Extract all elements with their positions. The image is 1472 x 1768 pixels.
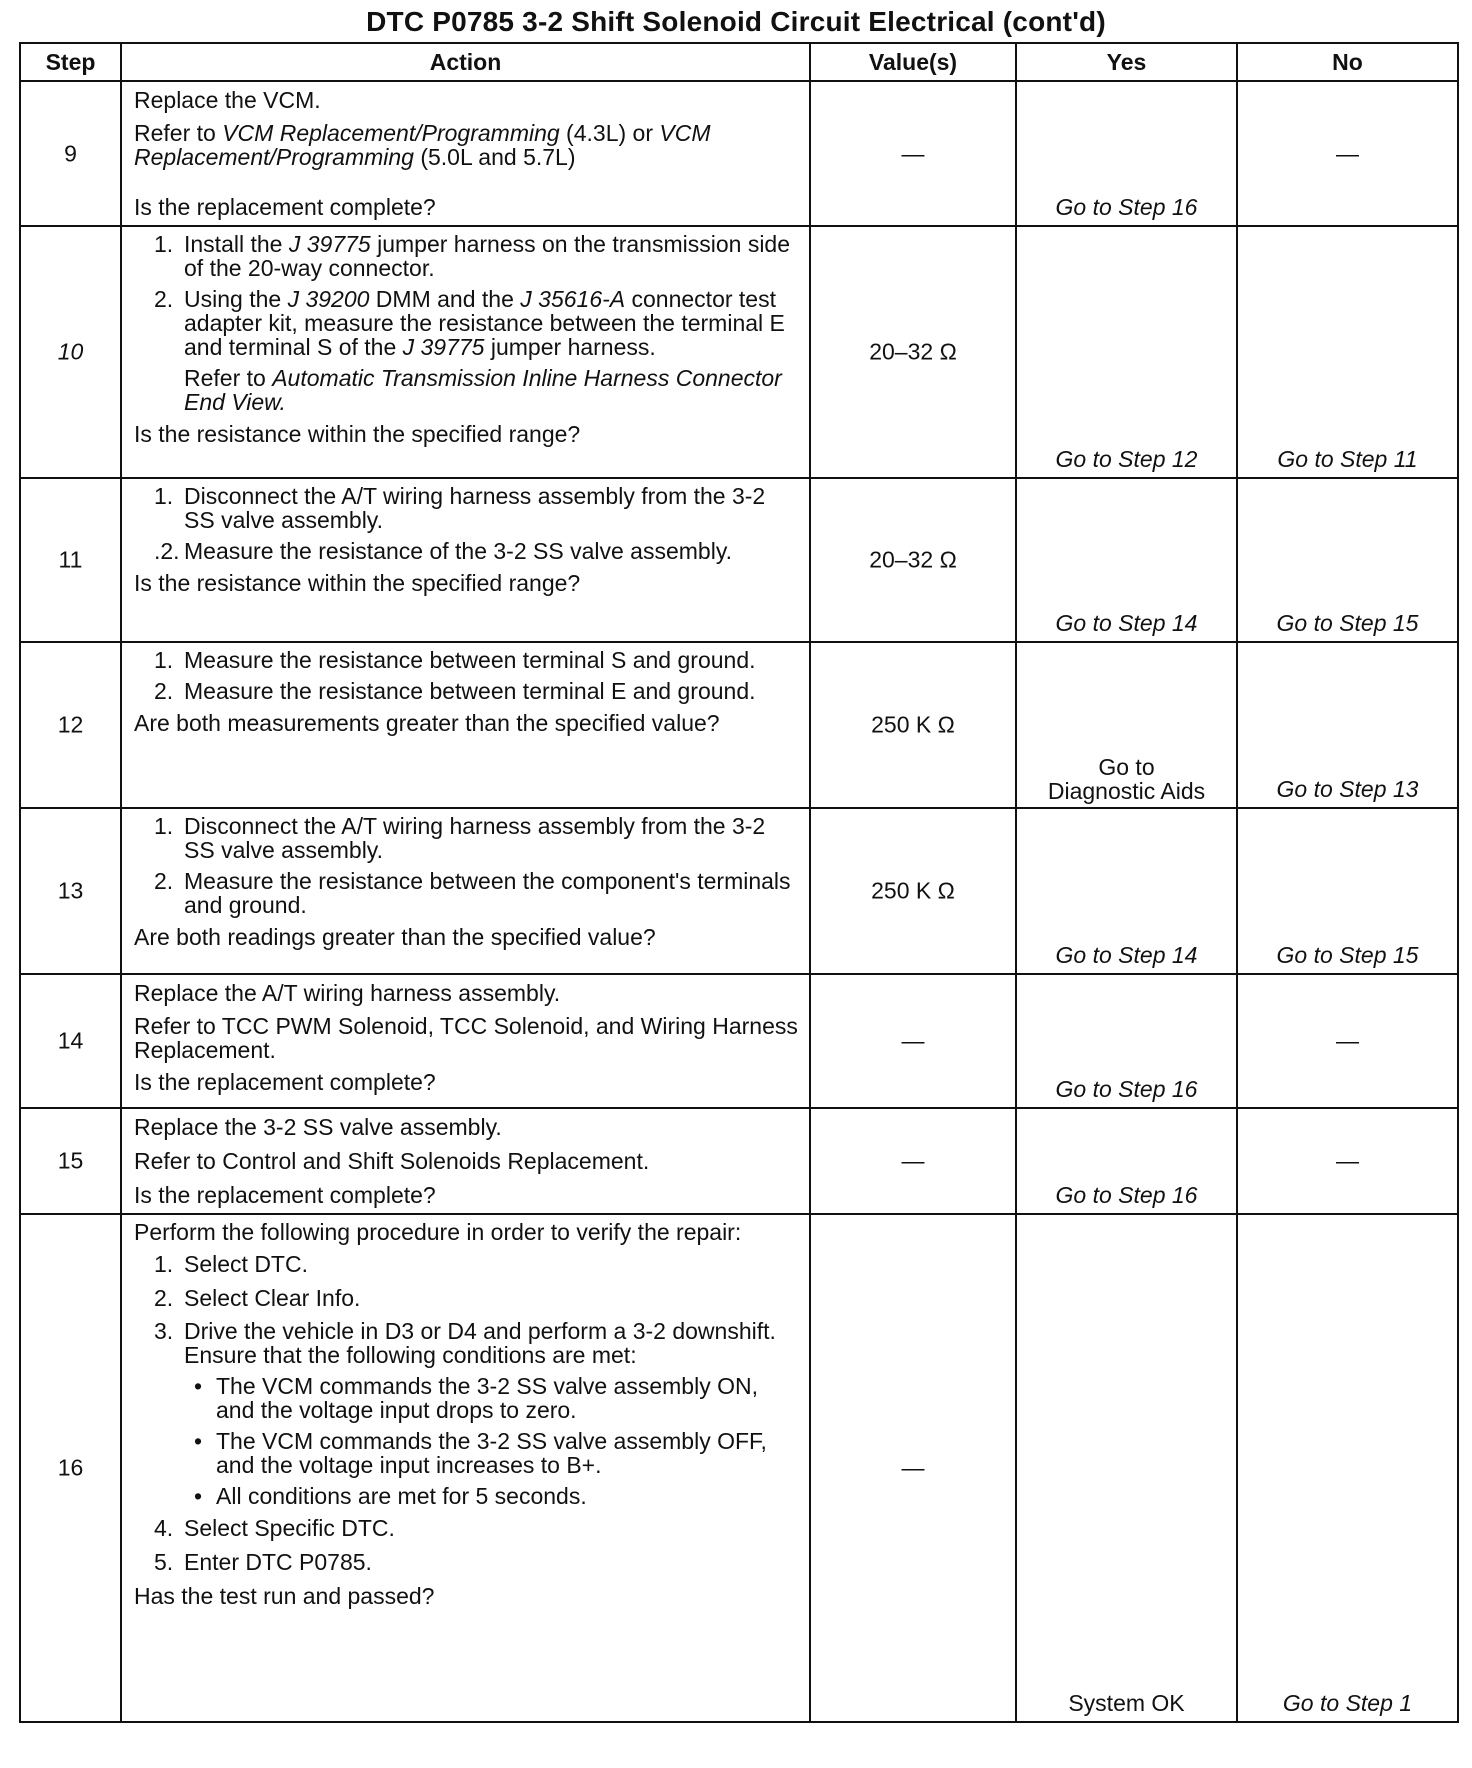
yes-text: System OK bbox=[1068, 1690, 1185, 1716]
no-cell bbox=[1237, 974, 1458, 1108]
step-number: 9 bbox=[64, 140, 77, 166]
list-item: 1. Disconnect the A/T wiring harness assembly from the 3-2 SS valve assembly. bbox=[154, 483, 766, 533]
list-item: 3. Drive the vehicle in D3 or D4 and perform a 3-2 downshift. Ensure that the following conditions are met: • The VCM commands the 3-2 SS valve assembly ON, and the voltage input drops to zero. • The VCM commands the 3-2 SS valve assembly OFF, and the voltage input increases to B+. • All conditions are met for 5 seconds. bbox=[134, 1319, 799, 1508]
action-text: Perform the following procedure in order to verify the repair: bbox=[134, 1219, 742, 1245]
list-item: 1. Disconnect the A/T wiring harness assembly from the 3-2 SS valve assembly. bbox=[154, 813, 766, 863]
value-text: 250 K Ω bbox=[871, 877, 955, 904]
yes-cell bbox=[1016, 1108, 1237, 1214]
yes-text: Go to Step 14 bbox=[1055, 610, 1198, 636]
no-cell bbox=[1237, 226, 1458, 478]
list-item: 1. Measure the resistance between terminal S and ground. bbox=[154, 647, 756, 673]
step-number: 13 bbox=[57, 877, 84, 904]
no-cell bbox=[1237, 808, 1458, 974]
action-reference: Refer to Automatic Transmission Inline Harness Connector End View. bbox=[184, 365, 782, 415]
value-text: — bbox=[901, 140, 925, 166]
bullet-item: • All conditions are met for 5 seconds. bbox=[194, 1483, 587, 1509]
no-text: Go to Step 1 bbox=[1282, 1690, 1413, 1716]
list-item: 2. Measure the resistance between the component's terminals and ground. bbox=[154, 868, 791, 918]
yes-text: Go to Diagnostic Aids bbox=[1047, 754, 1206, 804]
step-number: 15 bbox=[57, 1147, 84, 1174]
action-cell bbox=[121, 226, 810, 478]
step-cell bbox=[20, 81, 121, 226]
list-item: 1. Select DTC. bbox=[154, 1251, 308, 1277]
list-item: 2. Select Clear Info. bbox=[154, 1285, 361, 1311]
value-text: — bbox=[901, 1147, 925, 1174]
yes-text: Go to Step 14 bbox=[1055, 942, 1198, 968]
step-number: 16 bbox=[57, 1454, 84, 1481]
list-item: 4. Select Specific DTC. bbox=[154, 1515, 395, 1541]
list-item: .2. Measure the resistance of the 3-2 SS valve assembly. bbox=[154, 538, 733, 564]
yes-cell bbox=[1016, 1214, 1237, 1722]
value-cell bbox=[810, 81, 1016, 226]
no-text: — bbox=[1336, 140, 1359, 166]
value-text: 250 K Ω bbox=[871, 711, 955, 738]
yes-text: Go to Step 16 bbox=[1055, 194, 1198, 220]
yes-text: Go to Step 16 bbox=[1055, 1076, 1198, 1102]
header-row bbox=[20, 43, 1458, 81]
step-number: 11 bbox=[58, 546, 83, 573]
action-cell bbox=[121, 478, 810, 642]
step-cell bbox=[20, 974, 121, 1108]
step-number: 12 bbox=[57, 711, 84, 738]
step-number: 14 bbox=[57, 1027, 84, 1054]
value-text: 20–32 Ω bbox=[869, 338, 957, 365]
yes-cell bbox=[1016, 81, 1237, 226]
value-text: 20–32 Ω bbox=[869, 546, 957, 573]
yes-cell bbox=[1016, 478, 1237, 642]
table-row-step-13 bbox=[20, 808, 1458, 974]
step-cell bbox=[20, 226, 121, 478]
yes-cell bbox=[1016, 226, 1237, 478]
value-cell bbox=[810, 808, 1016, 974]
no-text: — bbox=[1336, 1027, 1359, 1054]
value-cell bbox=[810, 1214, 1016, 1722]
action-text: Replace the A/T wiring harness assembly. bbox=[134, 980, 561, 1006]
action-question: Is the replacement complete? bbox=[134, 194, 436, 220]
yes-cell bbox=[1016, 642, 1237, 808]
list-item: 5. Enter DTC P0785. bbox=[154, 1549, 372, 1575]
bullet-item: • The VCM commands the 3-2 SS valve assembly ON, and the voltage input drops to zero. bbox=[194, 1373, 758, 1423]
header-values: Value(s) bbox=[810, 43, 1016, 81]
action-text: Replace the VCM. bbox=[134, 87, 321, 113]
header-action: Action bbox=[121, 43, 810, 81]
reference-link: VCM Replacement/Programming bbox=[222, 120, 560, 146]
action-reference: Refer to VCM Replacement/Programming (4.3L) or VCM Replacement/Programming (5.0L and 5.7L) bbox=[134, 120, 711, 170]
action-cell bbox=[121, 974, 810, 1108]
action-cell bbox=[121, 1108, 810, 1214]
list-item: 2. Measure the resistance between terminal E and ground. bbox=[154, 678, 756, 704]
no-cell bbox=[1237, 1108, 1458, 1214]
no-cell bbox=[1237, 81, 1458, 226]
header-yes: Yes bbox=[1016, 43, 1237, 81]
value-text: — bbox=[901, 1454, 925, 1481]
table-row-step-16 bbox=[20, 1214, 1458, 1722]
action-question: Is the resistance within the specified range? bbox=[134, 570, 581, 596]
reference-link: VCM Replacement/Programming bbox=[134, 120, 711, 170]
no-text: Go to Step 15 bbox=[1276, 942, 1419, 968]
yes-cell bbox=[1016, 808, 1237, 974]
table-row-step-14 bbox=[20, 974, 1458, 1108]
table-row-step-15 bbox=[20, 1108, 1458, 1214]
action-cell bbox=[121, 642, 810, 808]
action-question: Is the replacement complete? bbox=[134, 1069, 436, 1095]
no-cell bbox=[1237, 478, 1458, 642]
table-row-step-12 bbox=[20, 642, 1458, 808]
table-row-step-9 bbox=[20, 81, 1458, 226]
action-question: Has the test run and passed? bbox=[134, 1583, 435, 1609]
no-text: Go to Step 13 bbox=[1276, 776, 1419, 802]
header-no: No bbox=[1237, 43, 1458, 81]
action-reference: Refer to Control and Shift Solenoids Replacement. bbox=[134, 1148, 650, 1174]
action-reference: Refer to TCC PWM Solenoid, TCC Solenoid, and Wiring Harness Replacement. bbox=[134, 1013, 798, 1063]
table-row-step-10 bbox=[20, 226, 1458, 478]
no-text: Go to Step 15 bbox=[1276, 610, 1419, 636]
no-cell bbox=[1237, 642, 1458, 808]
value-cell bbox=[810, 642, 1016, 808]
diagnostic-table bbox=[19, 42, 1459, 1723]
list-item: 1. Install the J 39775 jumper harness on the transmission side of the 20-way connector. bbox=[154, 231, 791, 281]
action-question: Is the replacement complete? bbox=[134, 1182, 436, 1208]
value-cell bbox=[810, 226, 1016, 478]
step-cell bbox=[20, 642, 121, 808]
no-text: Go to Step 11 bbox=[1277, 446, 1418, 472]
no-text: — bbox=[1336, 1147, 1359, 1174]
action-text: Replace the 3-2 SS valve assembly. bbox=[134, 1114, 502, 1140]
step-cell bbox=[20, 1108, 121, 1214]
step-number: 10 bbox=[57, 338, 84, 365]
table-row-step-11 bbox=[20, 478, 1458, 642]
step-cell bbox=[20, 478, 121, 642]
header-step: Step bbox=[20, 43, 121, 81]
action-question: Is the resistance within the specified range? bbox=[134, 421, 581, 447]
yes-cell bbox=[1016, 974, 1237, 1108]
step-cell bbox=[20, 808, 121, 974]
action-question: Are both readings greater than the specified value? bbox=[134, 924, 656, 950]
step-cell bbox=[20, 1214, 121, 1722]
action-cell bbox=[121, 81, 810, 226]
value-text: — bbox=[901, 1027, 925, 1054]
value-cell bbox=[810, 478, 1016, 642]
reference-link: Automatic Transmission Inline Harness Connector End View. bbox=[184, 365, 782, 415]
no-cell bbox=[1237, 1214, 1458, 1722]
yes-text: Go to Step 16 bbox=[1055, 1182, 1198, 1208]
list-item: 2. Using the J 39200 DMM and the J 35616-A connector test adapter kit, measure the resistance between the terminal E and terminal S of the J 39775 jumper harness. Refer to Automatic Transmission Inline Harness Connector End View. bbox=[134, 287, 799, 414]
value-cell bbox=[810, 974, 1016, 1108]
action-question: Are both measurements greater than the specified value? bbox=[134, 710, 720, 736]
value-cell bbox=[810, 1108, 1016, 1214]
yes-text: Go to Step 12 bbox=[1055, 446, 1198, 472]
action-cell bbox=[121, 808, 810, 974]
action-cell bbox=[121, 1214, 810, 1722]
bullet-item: • The VCM commands the 3-2 SS valve assembly OFF, and the voltage input increases to B+. bbox=[194, 1428, 767, 1478]
page-title: DTC P0785 3-2 Shift Solenoid Circuit Electrical (cont'd) bbox=[366, 6, 1106, 37]
